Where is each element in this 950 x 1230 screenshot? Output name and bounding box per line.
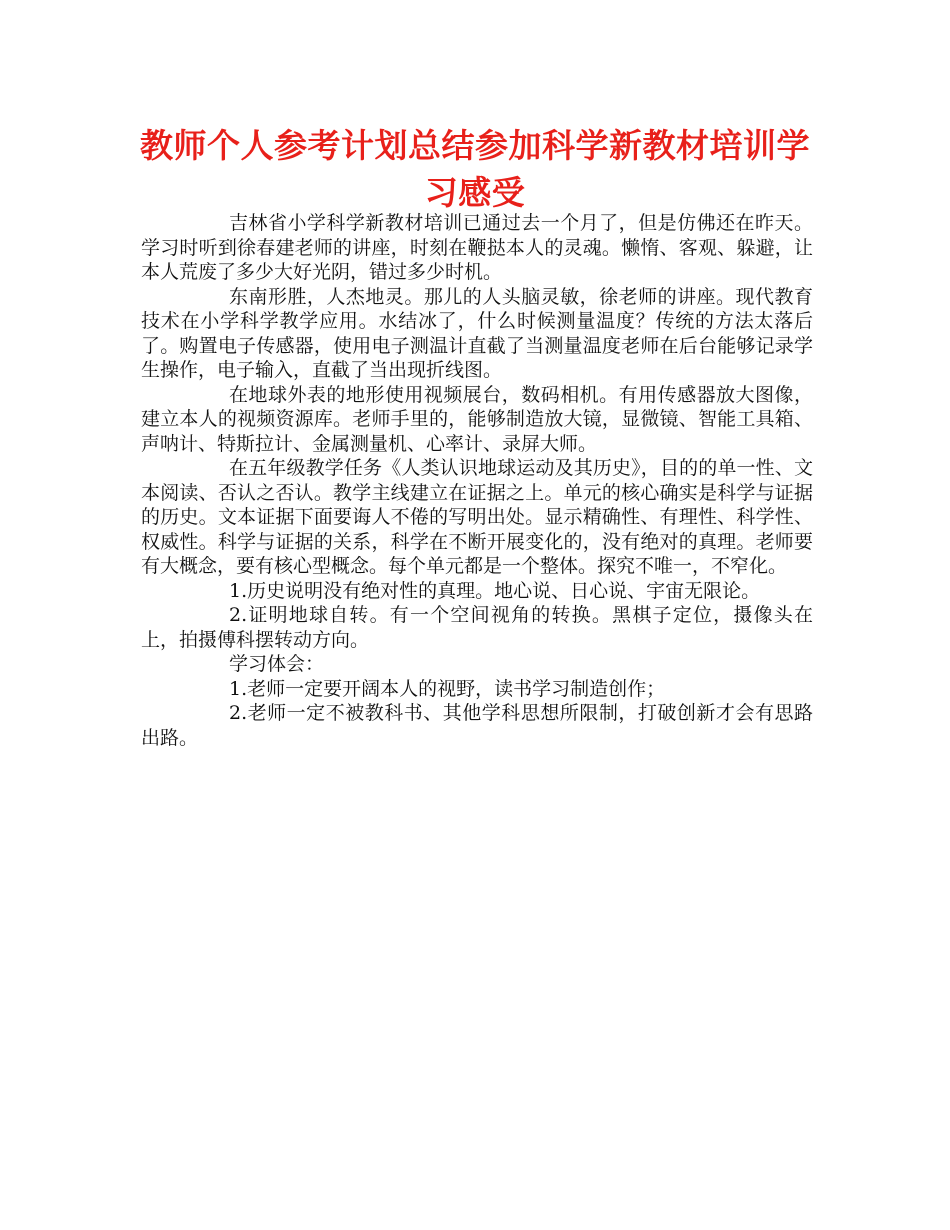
paragraph-9: 2.老师一定不被教科书、其他学科思想所限制，打破创新才会有思路出路。	[141, 702, 813, 749]
paragraph-2: 东南形胜，人杰地灵。那儿的人头脑灵敏，徐老师的讲座。现代教育技术在小学科学教学应用。水结冰了，什么时候测量温度？传统的方法太落后了。购置电子传感器，使用电子测温计直截了当测量温度老师在后台能够记录学生操作，电子输入，直截了当出现折线图。	[141, 285, 813, 381]
paragraph-8: 1.老师一定要开阔本人的视野，读书学习制造创作；	[229, 677, 666, 700]
paragraph-3: 在地球外表的地形使用视频展台，数码相机。有用传感器放大图像，建立本人的视频资源库。老师手里的，能够制造放大镜，显微镜、智能工具箱、声呐计、特斯拉计、金属测量机、心率计、录屏大师。	[141, 383, 813, 455]
paragraph-4: 在五年级教学任务《人类认识地球运动及其历史》，目的的单一性、文本阅读、否认之否认。教学主线建立在证据之上。单元的核心确实是科学与证据的历史。文本证据下面要诲人不倦的写明出处。显示精确性、有理性、科学性、权威性。科学与证据的关系，科学在不断开展变化的，没有绝对的真理。老师要有大概念，要有核心型概念。每个单元都是一个整体。探究不唯一，不窄化。	[141, 457, 813, 577]
paragraph-5: 1.历史说明没有绝对性的真理。地心说、日心说、宇宙无限论。	[229, 579, 761, 602]
paragraph-6: 2.证明地球自转。有一个空间视角的转换。黑棋子定位，摄像头在上，拍摄傅科摆转动方向。	[141, 604, 813, 651]
document-body	[141, 211, 813, 750]
paragraph-7: 学习体会：	[229, 653, 325, 675]
paragraph-1: 吉林省小学科学新教材培训已通过去一个月了，但是仿佛还在昨天。学习时听到徐春建老师的讲座，时刻在鞭挞本人的灵魂。懒惰、客观、躲避，让本人荒废了多少大好光阴，错过多少时机。	[141, 212, 813, 283]
document-title: 教师个人参考计划总结参加科学新教材培训学习感受	[140, 126, 810, 212]
